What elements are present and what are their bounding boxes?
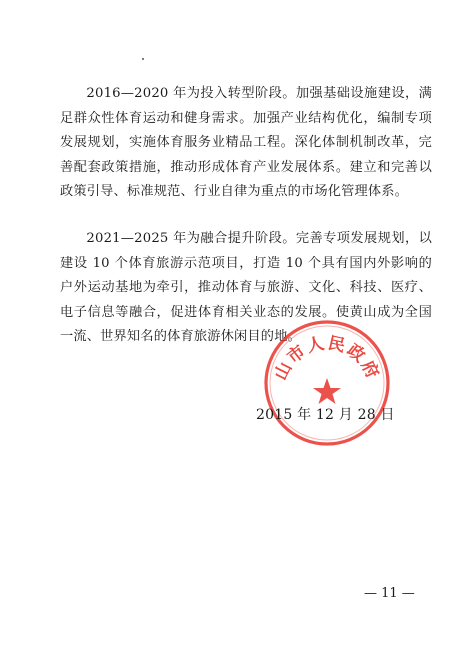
paragraph-2021-2025: 2021—2025 年为融合提升阶段。完善专项发展规划，以建设 10 个体育旅游示范项目，打造 10 个具有国内外影响的户外运动基地为牵引，推动体育与旅游、文化、科技、医疗、电子信息等融合，促进体育相关业态的发展。使黄山成为全国一流、世界知名的体育旅游休闲目的地。: [60, 231, 432, 344]
seal-text: 山市人民政府: [270, 333, 384, 384]
paragraph-2016-2020: 2016—2020 年为投入转型阶段。加强基础设施建设，满足群众性体育运动和健身需求。加强产业结构优化，编制专项发展规划，实施体育服务业精品工程。深化体制机制改革，完善配套政策措施，推动形成体育产业发展体系。建立和完善以政策引导、标准规范、行业自律为重点的市场化管理体系。: [60, 86, 432, 199]
document-date: 2015 年 12 月 28 日: [256, 407, 395, 423]
stray-dot: [142, 58, 144, 60]
seal-star: [313, 378, 341, 404]
seal-text-arc: [271, 333, 384, 383]
page-number: — 11 —: [364, 586, 415, 601]
official-seal: [262, 318, 392, 448]
